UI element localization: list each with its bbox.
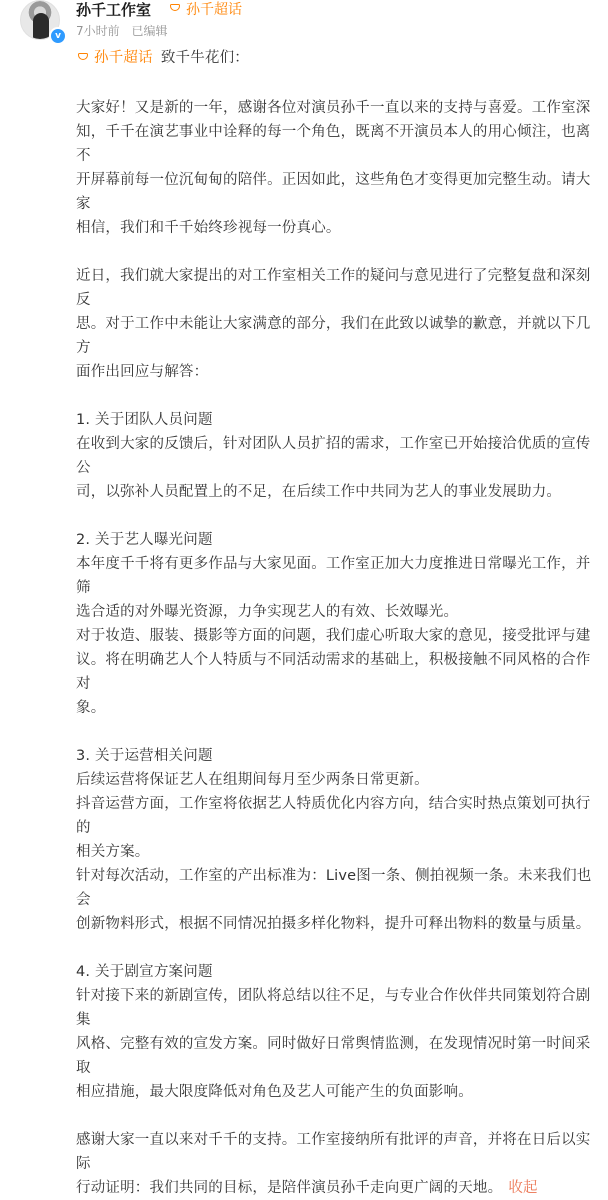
paragraph [76, 744, 596, 936]
paragraph-line: 相信，我们和千千始终珍视每一份真心。 [76, 220, 341, 236]
paragraph-line: 抖音运营方面，工作室将依据艺人特质优化内容方向，结合实时热点策划可执行的 [76, 796, 591, 836]
paragraph [76, 528, 596, 720]
paragraph-gap [76, 720, 596, 744]
paragraph-line: 行动证明：我们共同的目标，是陪伴演员孙千走向更广阔的天地。 收起 [76, 1180, 538, 1196]
post-paragraphs [76, 72, 596, 1200]
greeting-super-topic-label: 孙千超话 [94, 50, 153, 66]
paragraph-line: 司，以弥补人员配置上的不足，在后续工作中共同为艺人的事业发展助力。 [76, 484, 562, 500]
paragraph-line: 本年度千千将有更多作品与大家见面。工作室正加大力度推进日常曝光工作，并筛 [76, 556, 591, 596]
paragraph-line: 选合适的对外曝光资源，力争实现艺人的有效、长效曝光。 [76, 604, 459, 620]
paragraph-line: 相关方案。 [76, 844, 150, 860]
paragraph-line: 针对接下来的新剧宣传，团队将总结以往不足，与专业合作伙伴共同策划符合剧集 [76, 988, 591, 1028]
super-topic-icon [168, 2, 182, 16]
paragraph-gap [76, 936, 596, 960]
paragraph-line: 象。 [76, 700, 106, 716]
paragraph-line: 近日，我们就大家提出的对工作室相关工作的疑问与意见进行了完整复盘和深刻反 [76, 268, 591, 308]
paragraph-line: 4. 关于剧宣方案问题 [76, 964, 213, 980]
post-header [20, 0, 590, 48]
paragraph-gap [76, 384, 596, 408]
paragraph-line: 感谢大家一直以来对千千的支持。工作室接纳所有批评的声音，并将在日后以实际 [76, 1132, 591, 1172]
post-meta [76, 22, 175, 39]
paragraph-line: 创新物料形式，根据不同情况拍摄多样化物料，提升可释出物料的数量与质量。 [76, 916, 591, 932]
paragraph-line: 后续运营将保证艺人在组期间每月至少两条日常更新。 [76, 772, 429, 788]
paragraph-line: 面作出回应与解答： [76, 364, 209, 380]
verified-badge-icon: v [49, 27, 67, 45]
paragraph-line: 思。对于工作中未能让大家满意的部分，我们在此致以诚挚的歉意，并就以下几方 [76, 316, 591, 356]
paragraph-line: 3. 关于运营相关问题 [76, 748, 213, 764]
greeting-line [76, 44, 596, 72]
paragraph-gap [76, 504, 596, 528]
paragraph-line: 2. 关于艺人曝光问题 [76, 532, 213, 548]
collapse-link[interactable]: 收起 [508, 1180, 538, 1196]
greeting-text: 致千牛花们： [160, 50, 250, 66]
paragraph-line: 针对每次活动，工作室的产出标准为：Live图一条、侧拍视频一条。未来我们也会 [76, 868, 592, 908]
paragraph-line: 在收到大家的反馈后，针对团队人员扩招的需求，工作室已开始接洽优质的宣传公 [76, 436, 591, 476]
author-name[interactable]: 孙千工作室 [76, 1, 152, 19]
paragraph-line: 议。将在明确艺人个人特质与不同活动需求的基础上，积极接触不同风格的合作对 [76, 652, 591, 692]
paragraph-gap [76, 72, 596, 96]
post-time[interactable]: 7小时前 [76, 24, 120, 38]
paragraph-line: 知，千千在演艺事业中诠释的每一个角色，既离不开演员本人的用心倾注，也离不 [76, 124, 591, 164]
paragraph [76, 960, 596, 1104]
paragraph-gap [76, 1104, 596, 1128]
paragraph-line: 对于妆造、服装、摄影等方面的问题，我们虚心听取大家的意见，接受批评与建 [76, 628, 591, 644]
greeting-super-topic-link[interactable] [76, 46, 153, 70]
paragraph [76, 264, 596, 384]
super-topic-link[interactable] [168, 0, 242, 19]
paragraph-gap [76, 240, 596, 264]
super-topic-label: 孙千超话 [186, 2, 242, 18]
paragraph [76, 1128, 596, 1200]
paragraph-line: 大家好！又是新的一年，感谢各位对演员孙千一直以来的支持与喜爱。工作室深 [76, 100, 591, 116]
paragraph-line: 开屏幕前每一位沉甸甸的陪伴。正因如此，这些角色才变得更加完整生动。请大家 [76, 172, 591, 212]
paragraph [76, 408, 596, 504]
paragraph-line: 风格、完整有效的宣发方案。同时做好日常舆情监测，在发现情况时第一时间采取 [76, 1036, 591, 1076]
paragraph [76, 96, 596, 240]
edited-label[interactable]: 已编辑 [131, 24, 168, 38]
super-topic-icon [76, 51, 90, 65]
paragraph-line: 1. 关于团队人员问题 [76, 412, 213, 428]
post-content [76, 44, 596, 1200]
paragraph-line: 相应措施，最大限度降低对角色及艺人可能产生的负面影响。 [76, 1084, 473, 1100]
